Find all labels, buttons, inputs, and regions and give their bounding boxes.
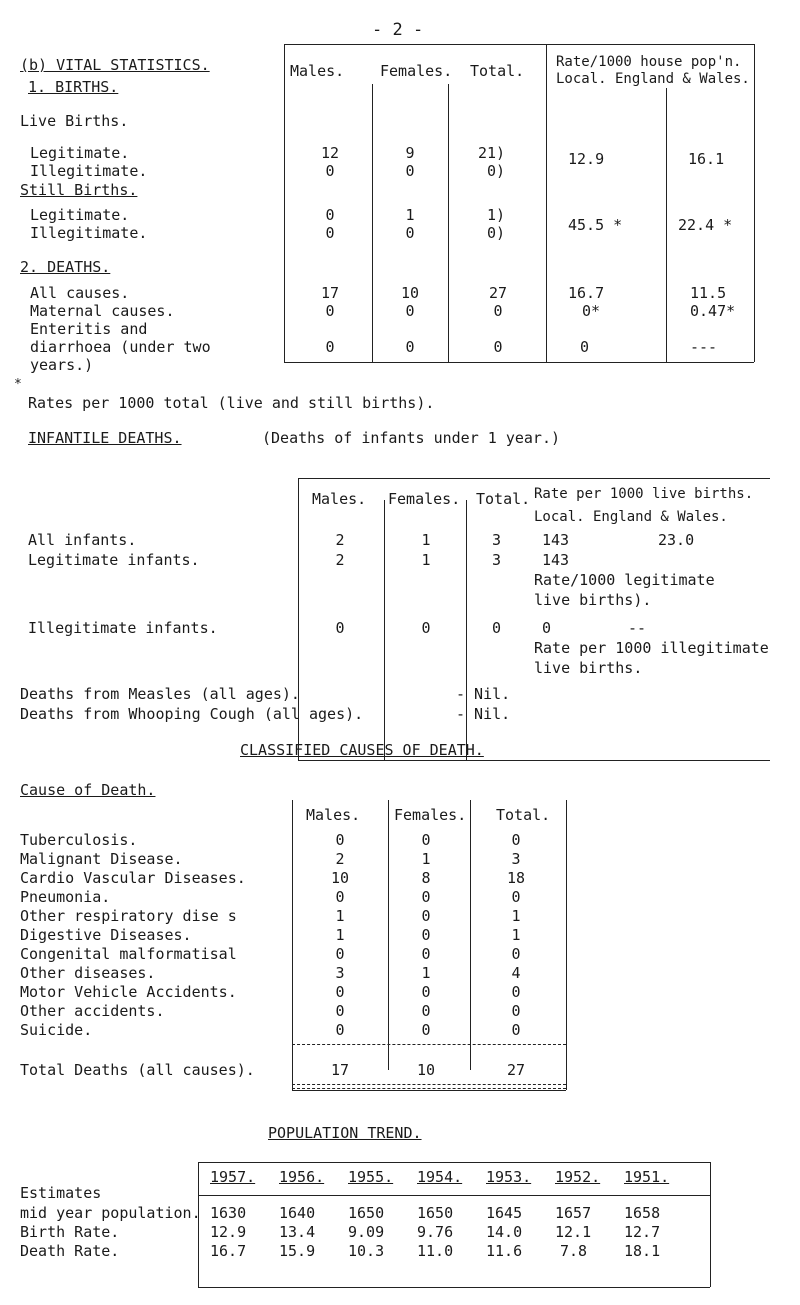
vital-col-total: Total. — [470, 62, 525, 80]
row-label: Legitimate infants. — [28, 551, 200, 569]
estimates-label: Estimates — [20, 1184, 102, 1202]
total-value: 4 — [511, 964, 521, 982]
vital-col-females: Females. — [380, 62, 453, 80]
cause-label: Other respiratory dise s — [20, 907, 237, 925]
population-value: 15.9 — [279, 1242, 316, 1260]
rate-note: Rate/1000 legitimate — [534, 571, 715, 589]
year-header: 1952. — [555, 1168, 601, 1186]
infantile-table-top-border — [298, 478, 770, 479]
population-header-rule — [198, 1195, 710, 1196]
cause-label: Congenital malformatisal — [20, 945, 237, 963]
cause-label: Other accidents. — [20, 1002, 165, 1020]
footnote-mark: * — [14, 377, 22, 392]
infantile-col-females: Females. — [388, 490, 461, 508]
rate-note: Rate per 1000 illegitimate — [534, 639, 769, 657]
females-value: 0 — [421, 907, 431, 925]
females-value: 0 — [421, 1002, 431, 1020]
local-rate: 143 — [542, 531, 570, 549]
males-value: 0 — [335, 1021, 345, 1039]
local-rate: 0 — [580, 338, 590, 356]
total-total: 27 — [506, 1061, 526, 1079]
measles-value: - Nil. — [456, 685, 511, 703]
classified-col-females: Females. — [394, 806, 467, 824]
females-value: 0 — [421, 1021, 431, 1039]
population-value: 9.76 — [417, 1223, 454, 1241]
infantile-col-rate-sub: Local. England & Wales. — [534, 509, 728, 525]
population-value: 1657 — [555, 1204, 592, 1222]
live-rate-local: 12.9 — [568, 150, 605, 168]
classified-col-males: Males. — [306, 806, 361, 824]
england-rate: 0.47* — [690, 302, 736, 320]
vital-col-males: Males. — [290, 62, 345, 80]
females-value: 0 — [421, 983, 431, 1001]
rate-note-cont: live births. — [534, 659, 643, 677]
total-value: 0 — [511, 1002, 521, 1020]
population-value: 12.1 — [555, 1223, 592, 1241]
year-header: 1957. — [210, 1168, 256, 1186]
footnote: Rates per 1000 total (live and still births). — [28, 394, 435, 412]
population-table-top-border — [198, 1162, 710, 1163]
males-value: 2 — [335, 531, 345, 549]
total-value: 1 — [511, 926, 521, 944]
population-value: 1650 — [348, 1204, 385, 1222]
total-value: 3 — [511, 850, 521, 868]
females-value: 1 — [421, 850, 431, 868]
total-value: 0) — [487, 162, 506, 180]
local-rate: 0* — [582, 302, 601, 320]
total-deaths-label: Total Deaths (all causes). — [20, 1061, 255, 1079]
males-value: 10 — [330, 869, 350, 887]
year-header: 1953. — [486, 1168, 532, 1186]
row-label: All causes. — [30, 284, 130, 302]
local-rate: 16.7 — [568, 284, 605, 302]
row-label: Illegitimate. — [30, 224, 148, 242]
row-label: All infants. — [28, 531, 137, 549]
males-value: 0 — [325, 162, 335, 180]
females-value: 0 — [421, 619, 431, 637]
females-value: 0 — [405, 162, 415, 180]
total-value: 27 — [488, 284, 508, 302]
females-value: 1 — [421, 531, 431, 549]
cause-label: Cardio Vascular Diseases. — [20, 869, 246, 887]
population-value: 10.3 — [348, 1242, 385, 1260]
population-table-right-border — [710, 1162, 711, 1287]
males-value: 0 — [335, 888, 345, 906]
cause-heading: Cause of Death. — [20, 781, 156, 799]
population-value: 12.9 — [210, 1223, 247, 1241]
population-row-label: Birth Rate. — [20, 1223, 120, 1241]
england-rate: 11.5 — [690, 284, 727, 302]
females-value: 0 — [421, 831, 431, 849]
row-label: Legitimate. — [30, 144, 130, 162]
year-header: 1955. — [348, 1168, 394, 1186]
total-double-rule — [292, 1084, 566, 1089]
population-value: 1630 — [210, 1204, 247, 1222]
total-value: 0 — [511, 831, 521, 849]
population-value: 9.09 — [348, 1223, 385, 1241]
row-label: Enteritis and — [30, 320, 148, 338]
females-value: 0 — [405, 302, 415, 320]
total-value: 0 — [493, 302, 503, 320]
row-label: Legitimate. — [30, 206, 130, 224]
males-value: 0 — [325, 224, 335, 242]
males-value: 1 — [335, 926, 345, 944]
infantile-table-bottom-border — [298, 760, 770, 761]
whooping-value: - Nil. — [456, 705, 511, 723]
infantile-subheading: (Deaths of infants under 1 year.) — [262, 429, 561, 447]
males-value: 0 — [325, 206, 335, 224]
still-rate-local: 45.5 * — [568, 216, 623, 234]
males-value: 0 — [335, 945, 345, 963]
total-value: 0 — [493, 338, 503, 356]
total-value: 0 — [511, 888, 521, 906]
females-value: 0 — [421, 926, 431, 944]
females-value: 0 — [405, 224, 415, 242]
total-value: 0 — [511, 1021, 521, 1039]
males-value: 2 — [335, 850, 345, 868]
vital-col-divider — [546, 44, 547, 362]
cause-label: Other diseases. — [20, 964, 156, 982]
classified-heading: CLASSIFIED CAUSES OF DEATH. — [240, 741, 484, 759]
population-value: 1640 — [279, 1204, 316, 1222]
vital-table-bottom-border — [284, 362, 754, 363]
population-value: 1645 — [486, 1204, 523, 1222]
vital-table-top-border — [284, 44, 754, 45]
females-value: 10 — [400, 284, 420, 302]
classified-col-total: Total. — [496, 806, 551, 824]
population-value: 1658 — [624, 1204, 661, 1222]
females-value: 0 — [421, 945, 431, 963]
total-value: 0) — [487, 224, 506, 242]
population-value: 16.7 — [210, 1242, 247, 1260]
infantile-col-rate: Rate per 1000 live births. — [534, 486, 754, 502]
cause-label: Motor Vehicle Accidents. — [20, 983, 237, 1001]
cause-label: Tuberculosis. — [20, 831, 138, 849]
vital-col-divider — [448, 84, 449, 362]
england-rate: --- — [690, 338, 718, 356]
males-value: 1 — [335, 907, 345, 925]
total-males: 17 — [330, 1061, 350, 1079]
females-value: 9 — [405, 144, 415, 162]
local-rate: 143 — [542, 551, 570, 569]
females-value: 8 — [421, 869, 431, 887]
population-value: 11.6 — [486, 1242, 523, 1260]
males-value: 3 — [335, 964, 345, 982]
whooping-label: Deaths from Whooping Cough (all ages). — [20, 705, 364, 723]
infantile-col-total: Total. — [476, 490, 531, 508]
population-value: 18.1 — [624, 1242, 661, 1260]
males-value: 17 — [320, 284, 340, 302]
row-label: Illegitimate infants. — [28, 619, 218, 637]
total-value: 0 — [492, 619, 502, 637]
classified-col-divider — [388, 800, 389, 1070]
females-value: 1 — [405, 206, 415, 224]
year-header: 1956. — [279, 1168, 325, 1186]
males-value: 12 — [320, 144, 340, 162]
vital-col-divider — [372, 84, 373, 362]
males-value: 0 — [335, 1002, 345, 1020]
live-rate-england: 16.1 — [688, 150, 725, 168]
still-births-label: Still Births. — [20, 181, 138, 199]
row-label-cont: years.) — [30, 356, 94, 374]
males-value: 0 — [335, 831, 345, 849]
total-value: 3 — [492, 531, 502, 549]
population-heading: POPULATION TREND. — [268, 1124, 422, 1142]
males-value: 2 — [335, 551, 345, 569]
year-header: 1951. — [624, 1168, 670, 1186]
total-value: 3 — [492, 551, 502, 569]
females-value: 0 — [421, 888, 431, 906]
males-value: 0 — [325, 338, 335, 356]
population-value: 13.4 — [279, 1223, 316, 1241]
classified-table-right-border — [566, 800, 567, 1090]
cause-label: Pneumonia. — [20, 888, 111, 906]
england-rate: 23.0 — [658, 531, 695, 549]
population-table-left-border — [198, 1162, 199, 1287]
local-rate: 0 — [542, 619, 552, 637]
deaths-heading: 2. DEATHS. — [20, 258, 111, 276]
births-heading: 1. BIRTHS. — [28, 78, 119, 96]
population-value: 14.0 — [486, 1223, 523, 1241]
year-header: 1954. — [417, 1168, 463, 1186]
population-value: 7.8 — [560, 1242, 588, 1260]
females-value: 1 — [421, 964, 431, 982]
population-value: 12.7 — [624, 1223, 661, 1241]
cause-label: Digestive Diseases. — [20, 926, 192, 944]
live-births-label: Live Births. — [20, 112, 129, 130]
england-rate: -- — [628, 619, 647, 637]
males-value: 0 — [325, 302, 335, 320]
cause-label: Suicide. — [20, 1021, 93, 1039]
population-table-bottom-border — [198, 1287, 710, 1288]
population-value: 1650 — [417, 1204, 454, 1222]
measles-label: Deaths from Measles (all ages). — [20, 685, 300, 703]
population-row-label: mid year population. — [20, 1204, 201, 1222]
vital-table-left-border — [284, 44, 285, 362]
population-value: 11.0 — [417, 1242, 454, 1260]
vital-heading: (b) VITAL STATISTICS. — [20, 56, 210, 74]
females-value: 0 — [405, 338, 415, 356]
infantile-col-divider — [384, 500, 385, 760]
total-value: 1) — [487, 206, 506, 224]
infantile-col-males: Males. — [312, 490, 367, 508]
infantile-heading: INFANTILE DEATHS. — [28, 429, 182, 447]
vital-col-rate-sub: Local. England & Wales. — [556, 71, 750, 87]
still-rate-england: 22.4 * — [678, 216, 733, 234]
total-value: 18 — [506, 869, 526, 887]
vital-col-divider — [666, 88, 667, 362]
total-value: 0 — [511, 945, 521, 963]
page-number: - 2 - — [372, 20, 424, 40]
total-value: 0 — [511, 983, 521, 1001]
classified-table-bottom-border — [292, 1090, 566, 1091]
row-label-cont: diarrhoea (under two — [30, 338, 211, 356]
rate-note-cont: live births). — [534, 591, 652, 609]
row-label: Maternal causes. — [30, 302, 175, 320]
vital-table-right-border — [754, 44, 755, 362]
classified-table-left-border — [292, 800, 293, 1090]
males-value: 0 — [335, 983, 345, 1001]
classified-col-divider — [470, 800, 471, 1070]
total-value: 1 — [511, 907, 521, 925]
population-row-label: Death Rate. — [20, 1242, 120, 1260]
cause-label: Malignant Disease. — [20, 850, 183, 868]
males-value: 0 — [335, 619, 345, 637]
total-females: 10 — [416, 1061, 436, 1079]
females-value: 1 — [421, 551, 431, 569]
row-label: Illegitimate. — [30, 162, 148, 180]
total-value: 21) — [478, 144, 506, 162]
vital-col-rate: Rate/1000 house pop'n. — [556, 54, 742, 70]
total-separator — [292, 1044, 566, 1045]
